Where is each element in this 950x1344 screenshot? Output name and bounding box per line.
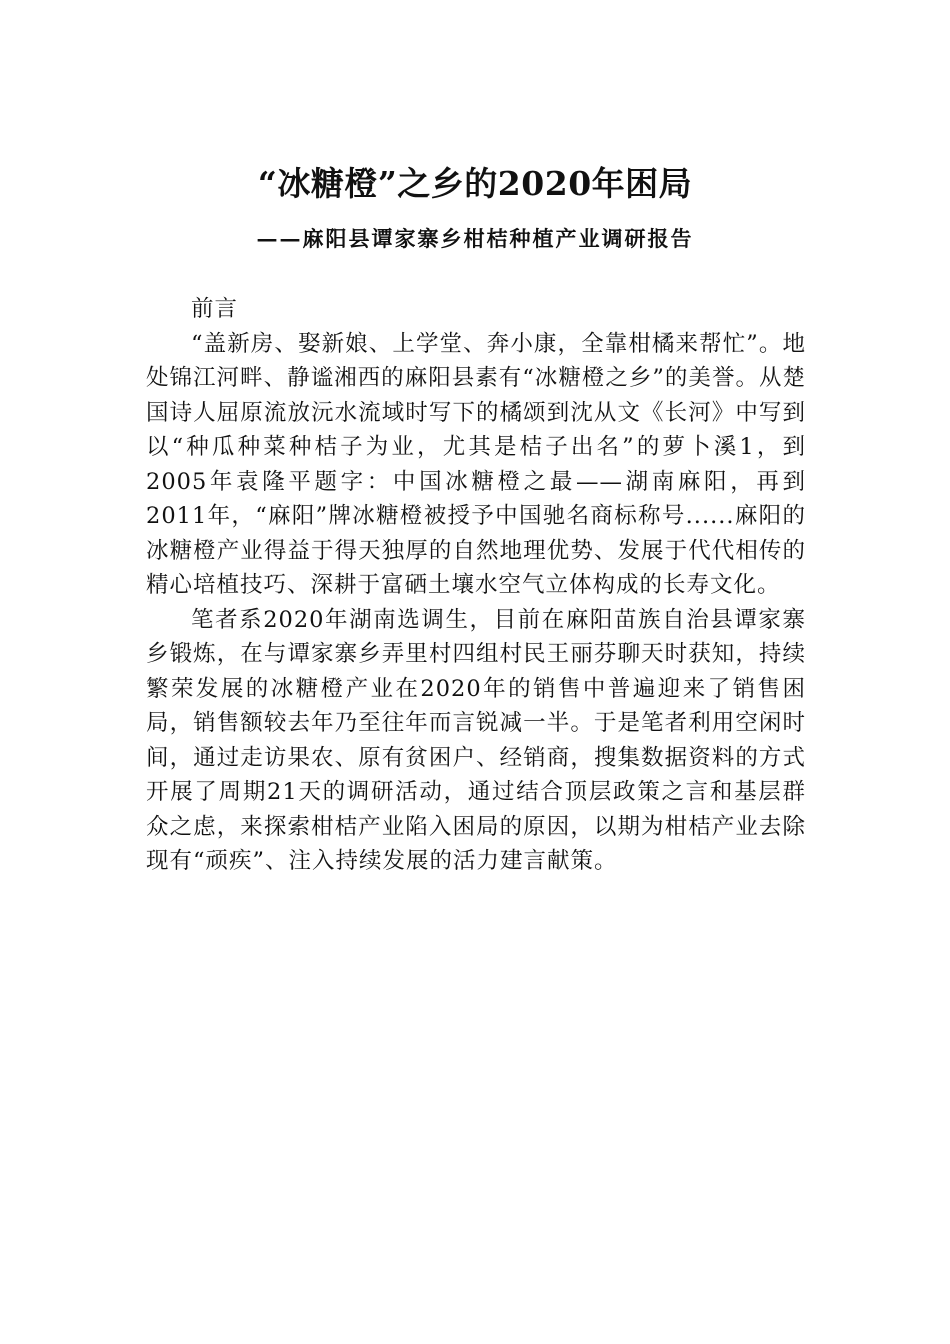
document-title: “冰糖橙”之乡的2020年困局 [257, 164, 693, 203]
section-heading: 前言 [191, 296, 239, 322]
paragraph-2: 笔者系2020年湖南选调生，目前在麻阳苗族自治县谭家寨乡锻炼，在与谭家寨乡弄里村四组村民王丽芬聊天时获知，持续繁荣发展的冰糖橙产业在2020年的销售中普遍迎来了销售困局，销售额较去年乃至往年而言锐减一半。于是笔者利用空闲时间，通过走访果农、原有贫困户、经销商，搜集数据资料的方式开展了周期21天的调研活动，通过结合顶层政策之言和基层群众之虑，来探索柑桔产业陷入困局的原因，以期为柑桔产业去除现有“顽疾”、注入持续发展的活力建言献策。 [146, 606, 806, 874]
document-subtitle: ——麻阳县谭家寨乡柑桔种植产业调研报告 [256, 226, 694, 251]
document-body [146, 292, 806, 879]
paragraph-1: “盖新房、娶新娘、上学堂、奔小康，全靠柑橘来帮忙”。地处锦江河畔、静谧湘西的麻阳县素有“冰糖橙之乡”的美誉。从楚国诗人屈原流放沅水流域时写下的橘颂到沈从文《长河》中写到以“种瓜种菜种桔子为业，尤其是桔子出名”的萝卜溪1，到2005年袁隆平题字：中国冰糖橙之最——湖南麻阳，再到2011年，“麻阳”牌冰糖橙被授予中国驰名商标称号......麻阳的冰糖橙产业得益于得天独厚的自然地理优势、发展于代代相传的精心培植技巧、深耕于富硒土壤水空气立体构成的长寿文化。 [146, 330, 806, 598]
